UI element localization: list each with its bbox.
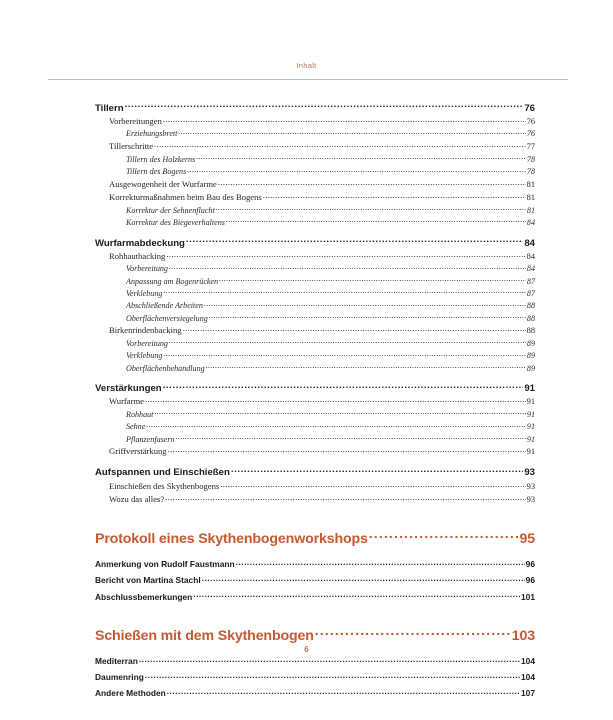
toc-entry[interactable] [95,101,535,113]
toc-leader-dots [168,446,526,455]
toc-entry-label: Tillern [95,102,124,114]
toc-entry[interactable] [126,409,535,419]
toc-entry-page-number: 88 [526,313,535,323]
toc-entry[interactable] [126,338,535,348]
toc-leader-dots [145,672,520,680]
toc-entry-label: Mediterran [95,655,138,666]
toc-entry[interactable] [126,205,535,215]
toc-entry-page-number: 101 [521,591,535,602]
toc-entry-label: Schießen mit dem Skythenbogen [95,628,314,645]
toc-entry-page-number: 91 [524,383,535,395]
toc-leader-dots [169,263,526,271]
toc-entry-label: Daumenring [95,672,144,683]
toc-leader-dots [186,236,523,246]
toc-entry-page-number: 91 [526,447,535,457]
toc-entry-label: Anmerkung von Rudolf Faustmann [95,558,235,569]
toc-leader-dots [218,178,526,187]
toc-entry-label: Korrekturmaßnahmen beim Bau des Bogens [109,192,262,202]
toc-entry[interactable] [109,191,535,202]
toc-entry[interactable] [95,382,535,394]
toc-entry-page-number: 89 [526,351,535,361]
toc-entry-label: Griffverstärkung [109,446,167,457]
toc-entry-label: Tillern des Bogens [126,167,187,177]
toc-leader-dots [145,396,526,405]
page-folio: 6 [304,645,309,654]
toc-entry-label: Anpassung am Bogenrücken [126,276,219,286]
header-rule [48,79,568,80]
toc-entry-page-number: 95 [519,531,535,548]
toc-entry-label: Verstärkungen [95,383,162,395]
toc-entry-label: Vorbereitung [126,338,168,348]
toc-entry-label: Wozu das alles? [109,493,165,504]
toc-leader-dots [226,217,526,225]
toc-leader-dots [163,350,525,358]
toc-leader-dots [154,141,526,150]
toc-entry-page-number: 77 [526,142,535,152]
toc-leader-dots [216,205,526,213]
toc-entry-label: Bericht von Martina Stachl [95,575,201,586]
toc-entry-label: Verklebung [126,289,163,298]
toc-entry[interactable] [109,250,535,261]
toc-entry[interactable] [109,480,535,491]
toc-leader-dots [193,591,520,599]
toc-entry-page-number: 104 [521,655,535,666]
toc-leader-dots [167,688,520,696]
toc-entry[interactable] [126,217,535,227]
toc-entry-label: Andere Methoden [95,688,166,699]
toc-entry[interactable] [95,688,535,698]
toc-entry[interactable] [109,396,535,407]
toc-leader-dots [165,493,525,502]
toc-entry[interactable] [126,288,535,298]
toc-entry[interactable] [95,626,535,643]
toc-entry-label: Vorbereitung [126,264,168,274]
toc-entry[interactable] [126,166,535,176]
toc-entry[interactable] [126,421,535,431]
toc-entry-page-number: 84 [526,217,535,227]
toc-entry-label: Pflanzenfasern [126,434,175,444]
toc-entry-label: Protokoll eines Skythenbogenworkshops [95,531,368,548]
toc-entry-page-number: 81 [526,193,535,202]
toc-entry[interactable] [126,434,535,444]
toc-entry[interactable] [95,559,535,569]
toc-entry-page-number: 89 [526,363,535,373]
toc-leader-dots [204,300,526,308]
toc-entry[interactable] [109,446,535,457]
toc-entry-page-number: 91 [526,410,535,420]
toc-leader-dots [196,154,526,162]
toc-leader-dots [220,480,525,489]
toc-entry-page-number: 78 [526,167,535,177]
toc-leader-dots [163,115,526,124]
toc-entry-page-number: 84 [524,237,535,249]
toc-entry[interactable] [126,128,535,138]
toc-entry-label: Erziehungsbrett [126,129,178,139]
toc-leader-dots [154,409,525,417]
toc-entry-label: Korrektur der Sehnenflucht [126,205,215,215]
toc-entry[interactable] [126,350,535,360]
toc-entry[interactable] [126,276,535,286]
toc-leader-dots [139,655,520,663]
toc-entry-page-number: 81 [526,179,535,189]
toc-entry-label: Rohhautbacking [109,250,166,261]
toc-entry-label: Wurfarmabdeckung [95,237,185,249]
toc-entry[interactable] [109,493,535,504]
toc-entry-label: Rohhaut [126,410,154,420]
toc-leader-dots [178,128,525,136]
toc-leader-dots [183,325,526,334]
toc-entry[interactable] [95,529,535,546]
toc-entry-page-number: 76 [524,102,535,114]
toc-entry-label: Abschließende Arbeiten [126,301,203,311]
toc-leader-dots [187,166,526,174]
toc-leader-dots [169,338,526,346]
toc-leader-dots [125,101,524,111]
toc-entry[interactable] [95,672,535,682]
toc-leader-dots [176,434,526,442]
toc-entry-page-number: 93 [526,481,535,491]
toc-entry-page-number: 91 [526,434,535,444]
toc-entry-label: Ausgewogenheit der Wurfarme [109,178,217,189]
toc-entry-page-number: 107 [521,688,535,699]
toc-leader-dots [166,250,525,259]
toc-entry-page-number: 84 [526,264,535,274]
toc-entry-label: Sehne [126,422,146,432]
toc-entry[interactable] [95,466,535,478]
toc-entry-label: Oberflächenbehandlung [126,363,205,373]
toc-entry[interactable] [126,312,535,322]
toc-entry-label: Tillern des Holzkerns [126,154,196,164]
toc-entry-page-number: 81 [526,205,535,215]
toc-leader-dots [219,276,526,284]
toc-leader-dots [163,382,524,392]
toc-leader-dots [315,626,511,640]
toc-entry-label: Korrektur des Biegeverhaltens [126,217,225,227]
toc-entry-page-number: 87 [526,276,535,286]
toc-entry[interactable] [126,362,535,372]
toc-entry[interactable] [95,236,535,248]
toc-entry-page-number: 84 [526,251,535,261]
toc-leader-dots [263,191,526,200]
toc-entry[interactable] [109,141,535,152]
toc-entry-page-number: 103 [511,628,535,645]
toc-leader-dots [163,288,525,296]
toc-entry-page-number: 96 [525,558,535,569]
toc-leader-dots [202,575,525,583]
toc-entry-label: Verklebung [126,351,163,361]
toc-entry-page-number: 78 [526,154,535,164]
toc-entry-label: Vorbereitungen [109,115,162,126]
toc-entry[interactable] [126,154,535,164]
toc-leader-dots [369,529,519,543]
toc-entry-page-number: 91 [526,422,535,432]
toc-entry[interactable] [126,263,535,273]
toc-leader-dots [146,421,526,429]
toc-entry-label: Aufspannen und Einschießen [95,467,230,479]
toc-leader-dots [236,559,525,567]
toc-entry[interactable] [95,575,535,585]
running-header: Inhalt [296,61,317,70]
toc-leader-dots [206,362,526,370]
toc-entry-page-number: 76 [526,129,535,139]
toc-entry[interactable] [95,591,535,601]
table-of-contents [95,92,535,698]
toc-entry-page-number: 96 [525,575,535,586]
toc-leader-dots [231,466,523,476]
toc-entry-label: Abschlussbemerkungen [95,591,193,602]
toc-entry[interactable] [126,300,535,310]
toc-entry-page-number: 87 [526,289,535,298]
toc-entry-page-number: 91 [526,397,535,407]
toc-entry-label: Wurfarme [109,396,144,407]
toc-entry[interactable] [109,115,535,126]
toc-entry-page-number: 88 [526,326,535,336]
toc-entry-page-number: 89 [526,338,535,348]
toc-entry-label: Oberflächenversiegelung [126,313,208,323]
toc-entry[interactable] [95,655,535,665]
toc-entry-label: Einschießen des Skythenbogens [109,480,220,491]
toc-entry-page-number: 88 [526,301,535,311]
toc-entry-page-number: 93 [524,467,535,479]
toc-entry-label: Birkenrindenbacking [109,325,182,336]
toc-entry-page-number: 93 [526,494,535,504]
toc-entry-label: Tillerschritte [109,141,154,152]
toc-entry[interactable] [109,178,535,189]
toc-entry-page-number: 76 [526,116,535,126]
toc-leader-dots [209,312,526,320]
toc-entry[interactable] [109,325,535,336]
toc-entry-page-number: 104 [521,672,535,683]
